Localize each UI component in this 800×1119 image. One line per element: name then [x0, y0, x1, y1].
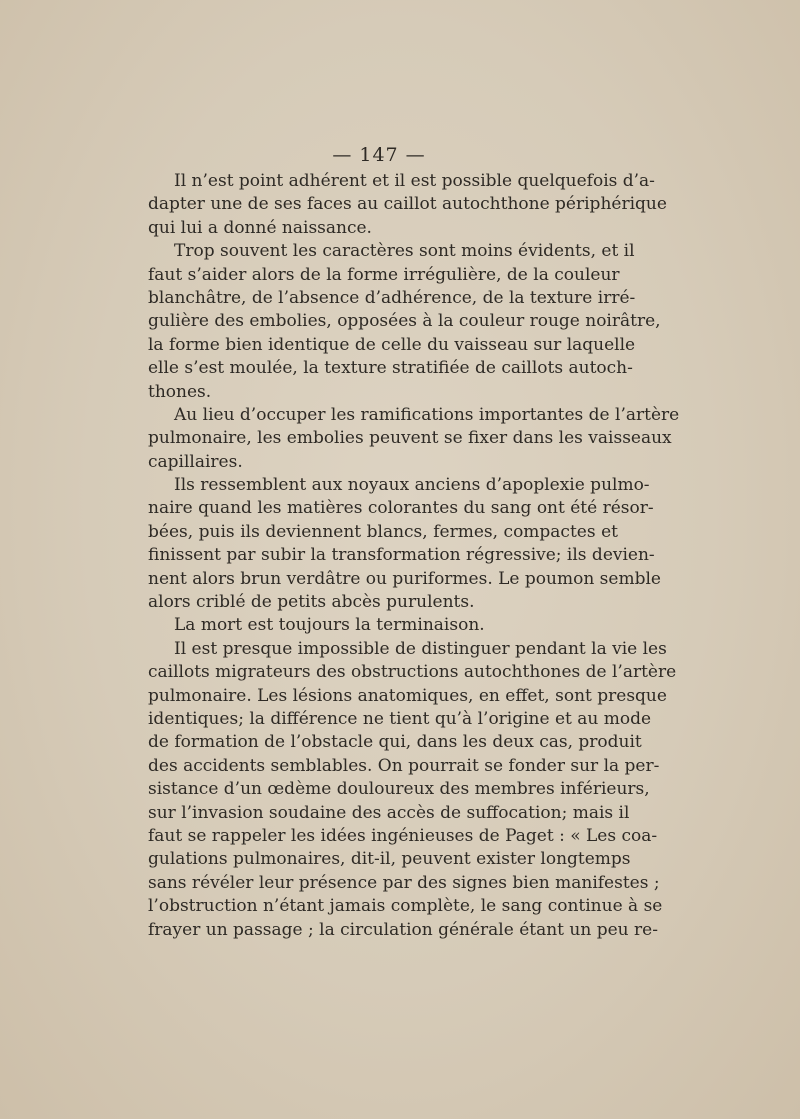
paragraph	[148, 404, 680, 474]
text-line: nent alors brun verdâtre ou puriformes. Le poumon semble	[148, 568, 661, 589]
text-line: dapter une de ses faces au caillot autochthone périphérique	[148, 194, 667, 215]
text-line: bées, puis ils deviennent blancs, fermes, compactes et	[148, 521, 618, 542]
text-line: de formation de l’obstacle qui, dans les deux cas, produit	[148, 732, 642, 753]
page-number: — 147 —	[332, 144, 426, 166]
text-line: des accidents semblables. On pourrait se fonder sur la per-	[148, 755, 660, 776]
paragraph	[148, 474, 661, 614]
text-line: Il est presque impossible de distinguer pendant la vie les	[174, 638, 667, 659]
paragraph	[148, 170, 667, 240]
text-line: pulmonaire, les embolies peuvent se fixer dans les vaisseaux	[148, 428, 672, 449]
text-line: faut s’aider alors de la forme irrégulière, de la couleur	[148, 264, 620, 285]
text-line: elle s’est moulée, la texture stratifiée de caillots autoch-	[148, 358, 633, 379]
text-line: thones.	[148, 381, 212, 402]
text-line: gulière des embolies, opposées à la couleur rouge noirâtre,	[148, 311, 661, 332]
text-line: la forme bien identique de celle du vaisseau sur laquelle	[148, 334, 636, 355]
text-line: La mort est toujours la terminaison.	[174, 615, 485, 636]
text-line: Au lieu d’occuper les ramifications importantes de l’artère	[174, 404, 680, 425]
text-line: identiques; la différence ne tient qu’à l’origine et au mode	[148, 708, 652, 729]
text-line: frayer un passage ; la circulation générale étant un peu re-	[148, 919, 658, 940]
text-line: pulmonaire. Les lésions anatomiques, en effet, sont presque	[148, 685, 667, 706]
text-line: naire quand les matières colorantes du sang ont été résor-	[148, 498, 654, 519]
text-line: sans révéler leur présence par des signes bien manifestes ;	[148, 872, 660, 893]
text-line: Ils ressemblent aux noyaux anciens d’apoplexie pulmo-	[174, 475, 650, 496]
text-line: qui lui a donné naissance.	[148, 217, 372, 238]
paragraph	[148, 638, 677, 942]
text-line: gulations pulmonaires, dit-il, peuvent exister longtemps	[148, 849, 631, 870]
text-line: caillots migrateurs des obstructions autochthones de l’artère	[148, 662, 677, 683]
paragraph	[148, 614, 618, 637]
text-line: Il n’est point adhérent et il est possible quelquefois d’a-	[174, 171, 655, 191]
text-line: faut se rappeler les idées ingénieuses de Paget : « Les coa-	[148, 825, 658, 846]
text-line: alors criblé de petits abcès purulents.	[148, 592, 475, 613]
text-line: Trop souvent les caractères sont moins évidents, et il	[174, 241, 635, 262]
text-line: finissent par subir la transformation régressive; ils devien-	[148, 545, 655, 566]
text-line: sistance d’un œdème douloureux des membres inférieurs,	[148, 779, 650, 800]
paragraph	[148, 240, 661, 404]
text-line: capillaires.	[148, 451, 243, 472]
text-line: sur l’invasion soudaine des accès de suffocation; mais il	[148, 802, 630, 823]
text-line: blanchâtre, de l’absence d’adhérence, de la texture irré-	[148, 287, 636, 308]
text-line: l’obstruction n’étant jamais complète, le sang continue à se	[148, 896, 663, 917]
body-text	[148, 170, 680, 942]
